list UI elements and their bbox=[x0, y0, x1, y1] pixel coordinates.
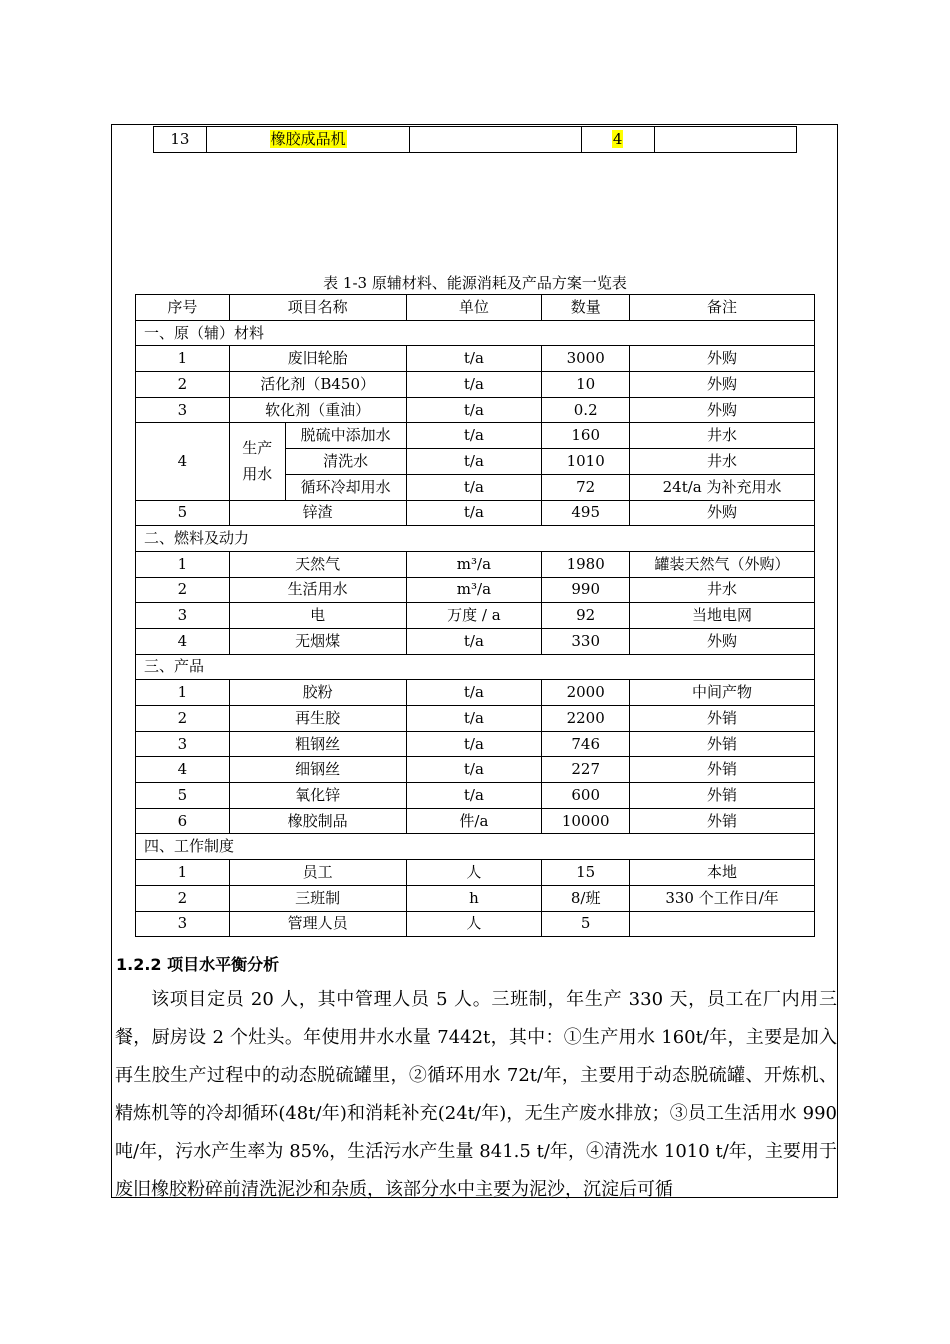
cell-no: 1 bbox=[136, 680, 230, 706]
table-row bbox=[136, 860, 815, 886]
highlighted-name: 橡胶成品机 bbox=[270, 130, 346, 148]
cell-unit: h bbox=[406, 885, 542, 911]
cell-unit: t/a bbox=[406, 500, 542, 526]
row-qty bbox=[581, 127, 654, 153]
cell-unit: t/a bbox=[406, 423, 542, 449]
cell-qty: 92 bbox=[542, 603, 630, 629]
table-row bbox=[136, 500, 815, 526]
cell-name: 循环冷却用水 bbox=[285, 474, 406, 500]
table-row bbox=[136, 783, 815, 809]
cell-unit: t/a bbox=[406, 346, 542, 372]
cell-unit: 件/a bbox=[406, 808, 542, 834]
cell-unit: t/a bbox=[406, 449, 542, 475]
cell-note: 330 个工作日/年 bbox=[630, 885, 815, 911]
table-row bbox=[136, 706, 815, 732]
cell-qty: 160 bbox=[542, 423, 630, 449]
cell-name: 电 bbox=[229, 603, 406, 629]
cell-name: 再生胶 bbox=[229, 706, 406, 732]
cell-name: 氧化锌 bbox=[229, 783, 406, 809]
section-work-system: 四、工作制度 bbox=[136, 834, 815, 860]
cell-no: 3 bbox=[136, 731, 230, 757]
cell-note: 外购 bbox=[630, 372, 815, 398]
body-paragraph: 该项目定员 20 人，其中管理人员 5 人。三班制，年生产 330 天，员工在厂内用三餐，厨房设 2 个灶头。年使用井水水量 7442t，其中：①生产用水 160t/年，主要是加入再生胶生产过程中的动态脱硫罐里，②循环用水 72t/年，主要用于动态脱硫罐、开炼机、精炼机等的冷却循环(48t/年)和消耗补充(24t/年)，无生产废水排放；③员工生活用水 990 吨/年，污水产生率为 85%，生活污水产生量 841.5 t/年，④清洗水 1010 t/年，主要用于废旧橡胶粉碎前清洗泥沙和杂质，该部分水中主要为泥沙，沉淀后可循 bbox=[115, 989, 837, 1200]
cell-unit: 人 bbox=[406, 911, 542, 937]
cell-name: 粗钢丝 bbox=[229, 731, 406, 757]
cell-note: 外销 bbox=[630, 808, 815, 834]
cell-no: 1 bbox=[136, 551, 230, 577]
cell-name: 脱硫中添加水 bbox=[285, 423, 406, 449]
table-row bbox=[136, 346, 815, 372]
cell-name: 软化剂（重油） bbox=[229, 397, 406, 423]
table-row bbox=[136, 423, 815, 449]
cell-qty: 330 bbox=[542, 628, 630, 654]
group-label: 生产用水 bbox=[242, 439, 273, 484]
cell-no: 3 bbox=[136, 603, 230, 629]
cell-note: 外销 bbox=[630, 706, 815, 732]
header-qty: 数量 bbox=[542, 295, 630, 321]
cell-note: 本地 bbox=[630, 860, 815, 886]
cell-unit: t/a bbox=[406, 783, 542, 809]
cell-note: 井水 bbox=[630, 449, 815, 475]
section-row bbox=[136, 834, 815, 860]
row-note bbox=[654, 127, 797, 153]
table-row bbox=[136, 372, 815, 398]
cell-unit: t/a bbox=[406, 372, 542, 398]
table-row bbox=[136, 628, 815, 654]
header-no: 序号 bbox=[136, 295, 230, 321]
cell-no: 4 bbox=[136, 628, 230, 654]
cell-name: 生活用水 bbox=[229, 577, 406, 603]
cell-qty: 0.2 bbox=[542, 397, 630, 423]
row-no: 13 bbox=[154, 127, 207, 153]
table-caption: 表 1-3 原辅材料、能源消耗及产品方案一览表 bbox=[323, 274, 627, 292]
cell-unit: 万度 / a bbox=[406, 603, 542, 629]
cell-qty: 10000 bbox=[542, 808, 630, 834]
cell-name: 清洗水 bbox=[285, 449, 406, 475]
cell-qty: 3000 bbox=[542, 346, 630, 372]
cell-name: 三班制 bbox=[229, 885, 406, 911]
cell-unit: t/a bbox=[406, 757, 542, 783]
cell-no: 6 bbox=[136, 808, 230, 834]
cell-name: 无烟煤 bbox=[229, 628, 406, 654]
equipment-table-fragment bbox=[153, 126, 797, 153]
cell-no: 5 bbox=[136, 500, 230, 526]
header-name: 项目名称 bbox=[229, 295, 406, 321]
cell-no: 4 bbox=[136, 757, 230, 783]
cell-qty: 2200 bbox=[542, 706, 630, 732]
materials-table bbox=[135, 294, 815, 937]
cell-qty: 1980 bbox=[542, 551, 630, 577]
cell-note: 中间产物 bbox=[630, 680, 815, 706]
table-row bbox=[136, 577, 815, 603]
cell-no: 4 bbox=[136, 423, 230, 500]
table-row bbox=[154, 127, 797, 153]
row-unit bbox=[410, 127, 581, 153]
cell-unit: m³/a bbox=[406, 577, 542, 603]
cell-unit: t/a bbox=[406, 706, 542, 732]
cell-no: 2 bbox=[136, 885, 230, 911]
table-header-row bbox=[136, 295, 815, 321]
cell-no: 3 bbox=[136, 911, 230, 937]
table-row bbox=[136, 757, 815, 783]
header-note: 备注 bbox=[630, 295, 815, 321]
table-row bbox=[136, 397, 815, 423]
section-row bbox=[136, 320, 815, 346]
table-row bbox=[136, 603, 815, 629]
section-row bbox=[136, 654, 815, 680]
table-row bbox=[136, 808, 815, 834]
cell-no: 2 bbox=[136, 372, 230, 398]
cell-unit: 人 bbox=[406, 860, 542, 886]
cell-unit: t/a bbox=[406, 628, 542, 654]
header-unit: 单位 bbox=[406, 295, 542, 321]
cell-qty: 495 bbox=[542, 500, 630, 526]
cell-unit: m³/a bbox=[406, 551, 542, 577]
cell-name: 员工 bbox=[229, 860, 406, 886]
cell-qty: 227 bbox=[542, 757, 630, 783]
cell-qty: 1010 bbox=[542, 449, 630, 475]
cell-name: 细钢丝 bbox=[229, 757, 406, 783]
frame-top-border bbox=[111, 124, 838, 125]
cell-unit: t/a bbox=[406, 680, 542, 706]
cell-unit: t/a bbox=[406, 397, 542, 423]
cell-name: 锌渣 bbox=[229, 500, 406, 526]
cell-qty: 15 bbox=[542, 860, 630, 886]
cell-qty: 990 bbox=[542, 577, 630, 603]
cell-no: 5 bbox=[136, 783, 230, 809]
cell-note: 井水 bbox=[630, 423, 815, 449]
cell-name: 管理人员 bbox=[229, 911, 406, 937]
cell-qty: 600 bbox=[542, 783, 630, 809]
cell-unit: t/a bbox=[406, 731, 542, 757]
table-row bbox=[136, 551, 815, 577]
section-fuel-power: 二、燃料及动力 bbox=[136, 526, 815, 552]
cell-name: 天然气 bbox=[229, 551, 406, 577]
cell-qty: 5 bbox=[542, 911, 630, 937]
cell-note bbox=[630, 911, 815, 937]
cell-qty: 2000 bbox=[542, 680, 630, 706]
cell-note: 外销 bbox=[630, 731, 815, 757]
cell-note: 井水 bbox=[630, 577, 815, 603]
table-row bbox=[136, 911, 815, 937]
highlighted-qty: 4 bbox=[612, 130, 623, 148]
cell-no: 2 bbox=[136, 577, 230, 603]
table-row bbox=[136, 680, 815, 706]
section-products: 三、产品 bbox=[136, 654, 815, 680]
cell-name: 废旧轮胎 bbox=[229, 346, 406, 372]
cell-note: 外购 bbox=[630, 346, 815, 372]
cell-name: 活化剂（B450） bbox=[229, 372, 406, 398]
cell-note: 外销 bbox=[630, 783, 815, 809]
cell-qty: 72 bbox=[542, 474, 630, 500]
cell-no: 3 bbox=[136, 397, 230, 423]
cell-note: 外销 bbox=[630, 757, 815, 783]
section-heading: 1.2.2 项目水平衡分析 bbox=[116, 955, 280, 974]
table-row bbox=[136, 731, 815, 757]
cell-no: 1 bbox=[136, 346, 230, 372]
cell-note: 罐装天然气（外购） bbox=[630, 551, 815, 577]
section-row bbox=[136, 526, 815, 552]
section-raw-materials: 一、原（辅）材料 bbox=[136, 320, 815, 346]
cell-qty: 746 bbox=[542, 731, 630, 757]
cell-note: 当地电网 bbox=[630, 603, 815, 629]
cell-qty: 10 bbox=[542, 372, 630, 398]
cell-no: 1 bbox=[136, 860, 230, 886]
cell-unit: t/a bbox=[406, 474, 542, 500]
table-row bbox=[136, 885, 815, 911]
cell-note: 外购 bbox=[630, 500, 815, 526]
cell-note: 外购 bbox=[630, 397, 815, 423]
cell-note: 外购 bbox=[630, 628, 815, 654]
cell-group bbox=[229, 423, 285, 500]
row-name bbox=[206, 127, 410, 153]
cell-qty: 8/班 bbox=[542, 885, 630, 911]
cell-name: 橡胶制品 bbox=[229, 808, 406, 834]
cell-no: 2 bbox=[136, 706, 230, 732]
cell-name: 胶粉 bbox=[229, 680, 406, 706]
cell-note: 24t/a 为补充用水 bbox=[630, 474, 815, 500]
